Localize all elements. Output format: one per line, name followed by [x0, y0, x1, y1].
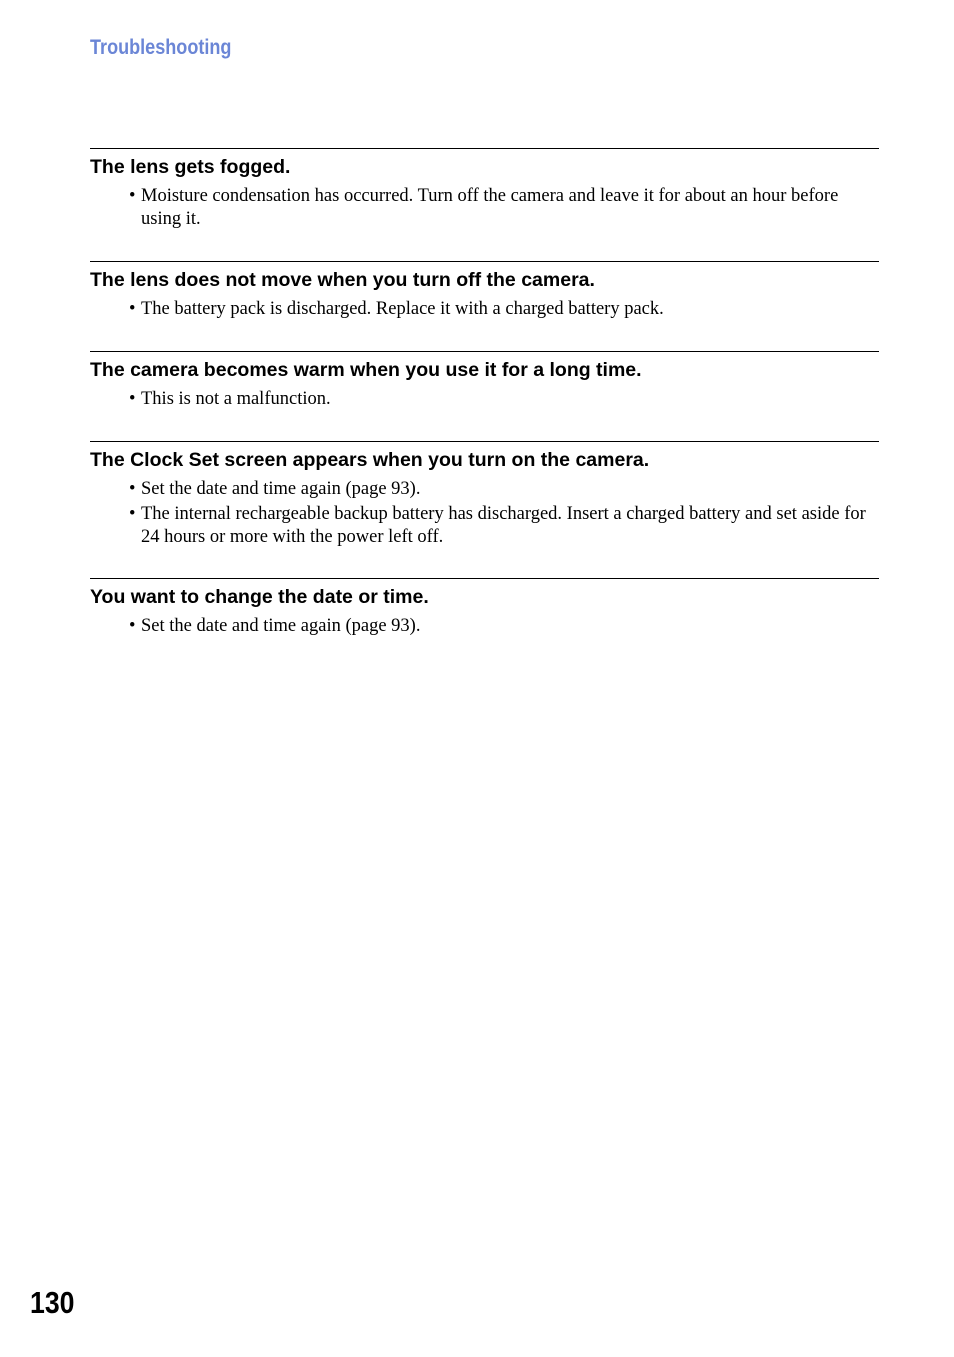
bullet-list [90, 615, 879, 638]
item-title: The camera becomes warm when you use it for a long time. [90, 359, 642, 381]
trouble-item-lens-not-move [90, 261, 879, 351]
bullet-item: • Set the date and time again (page 93). [129, 615, 879, 638]
troubleshooting-content [90, 148, 879, 659]
page-number: 130 [30, 1285, 75, 1320]
trouble-item-change-date [90, 578, 879, 659]
trouble-item-camera-warm [90, 351, 879, 441]
bullet-item: • The battery pack is discharged. Replace it with a charged battery pack. [129, 298, 879, 321]
item-title: The lens does not move when you turn off the camera. [90, 269, 595, 291]
item-title: The Clock Set screen appears when you turn on the camera. [90, 449, 650, 471]
section-label: Troubleshooting [90, 36, 232, 59]
bullet-item: • Moisture condensation has occurred. Turn off the camera and leave it for about an hour before using it. [129, 185, 879, 231]
bullet-list [90, 388, 879, 411]
bullet-item: • The internal rechargeable backup battery has discharged. Insert a charged battery and set aside for 24 hours or more with the power left off. [129, 503, 879, 549]
bullet-list [90, 185, 879, 231]
trouble-item-clock-set [90, 441, 879, 578]
trouble-item-lens-fogged [90, 148, 879, 261]
item-title: You want to change the date or time. [90, 586, 429, 608]
bullet-list [90, 478, 879, 549]
item-title: The lens gets fogged. [90, 156, 291, 178]
bullet-item: • This is not a malfunction. [129, 388, 879, 411]
bullet-list [90, 298, 879, 321]
bullet-item: • Set the date and time again (page 93). [129, 478, 879, 501]
